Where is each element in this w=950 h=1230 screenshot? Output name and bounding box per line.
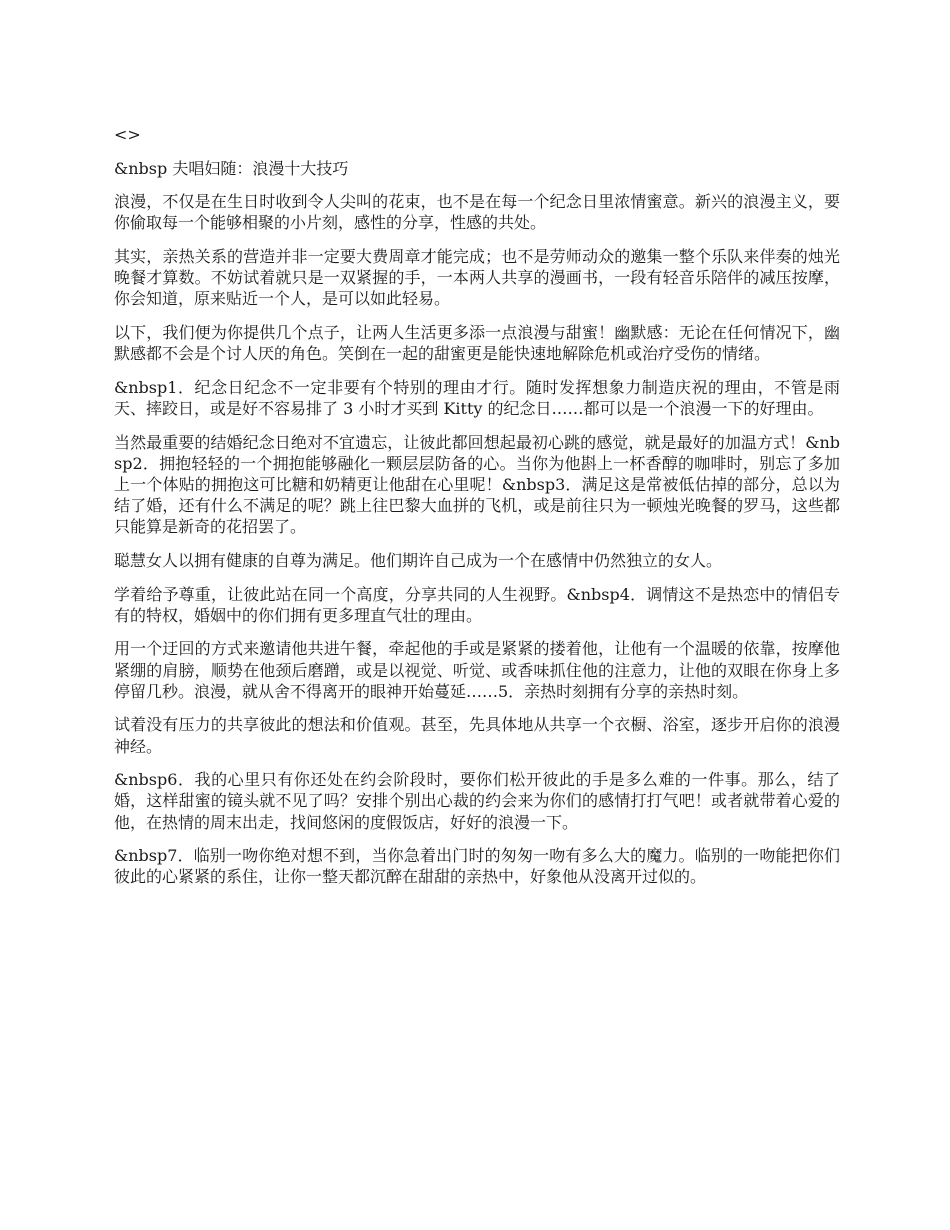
paragraph: 以下，我们便为你提供几个点子，让两人生活更多添一点浪漫与甜蜜！幽默感：无论在任何情况下，幽默感都不会是个讨人厌的角色。笑倒在一起的甜蜜更是能快速地解除危机或治疗受伤的情绪。 xyxy=(114,322,840,364)
document-marker: <> xyxy=(114,125,141,144)
paragraph: 浪漫，不仅是在生日时收到令人尖叫的花束，也不是在每一个纪念日里浓情蜜意。新兴的浪漫主义，要你偷取每一个能够相聚的小片刻，感性的分享，性感的共处。 xyxy=(114,192,840,233)
paragraph: 聪慧女人以拥有健康的自尊为满足。他们期许自己成为一个在感情中仍然独立的女人。 xyxy=(114,550,723,570)
paragraph: 用一个迂回的方式来邀请他共进午餐，牵起他的手或是紧紧的搂着他，让他有一个温暖的依靠，按摩他紧绷的肩膀，顺势在他颈后磨蹭，或是以视觉、听觉、或香味抓住他的注意力，让他的双眼在你身上多停留几秒。浪漫，就从舍不得离开的眼神开始蔓延……5．亲热时刻拥有分享的亲热时刻。 xyxy=(114,639,840,701)
paragraph: 当然最重要的结婚纪念日绝对不宜遗忘，让彼此都回想起最初心跳的感觉，就是最好的加温方式！&nbsp2．拥抱轻轻的一个拥抱能够融化一颗层层防备的心。当你为他斟上一杯香醇的咖啡时，别忘了多加上一个体贴的拥抱这可比糖和奶精更让他甜在心里呢！&nbsp3．满足这是常被低估掉的部分，总以为结了婚，还有什么不满足的呢？跳上往巴黎大血拼的飞机，或是前往只为一顿烛光晚餐的罗马，这些都只能算是新奇的花招罢了。 xyxy=(114,432,840,537)
paragraph: &nbsp1．纪念日纪念不一定非要有个特别的理由才行。随时发挥想象力制造庆祝的理由，不管是雨天、摔跤日，或是好不容易排了 3 小时才买到 Kitty 的纪念日……都可以是一个浪漫一下的好理由。 xyxy=(114,377,840,418)
paragraph: 试着没有压力的共享彼此的想法和价值观。甚至，先具体地从共享一个衣橱、浴室，逐步开启你的浪漫神经。 xyxy=(114,715,840,756)
paragraph: &nbsp7．临别一吻你绝对想不到，当你急着出门时的匆匆一吻有多么大的魔力。临别的一吻能把你们彼此的心紧紧的系住，让你一整天都沉醉在甜甜的亲热中，好象他从没离开过似的。 xyxy=(114,846,840,887)
document-body xyxy=(114,124,840,900)
paragraph: &nbsp6．我的心里只有你还处在约会阶段时，要你们松开彼此的手是多么难的一件事。那么，结了婚，这样甜蜜的镜头就不见了吗？安排个别出心裁的约会来为你们的感情打打气吧！或者就带着心爱的他，在热情的周末出走，找间悠闲的度假饭店，好好的浪漫一下。 xyxy=(114,770,840,832)
paragraph: 其实，亲热关系的营造并非一定要大费周章才能完成；也不是劳师动众的邀集一整个乐队来伴奏的烛光晚餐才算数。不妨试着就只是一双紧握的手，一本两人共享的漫画书，一段有轻音乐陪伴的减压按摩，你会知道，原来贴近一个人，是可以如此轻易。 xyxy=(114,246,840,309)
paragraph: 学着给予尊重，让彼此站在同一个高度，分享共同的人生视野。&nbsp4．调情这不是热恋中的情侣专有的特权，婚姻中的你们拥有更多理直气壮的理由。 xyxy=(114,584,840,625)
document-title: &nbsp 夫唱妇随：浪漫十大技巧 xyxy=(114,158,349,178)
